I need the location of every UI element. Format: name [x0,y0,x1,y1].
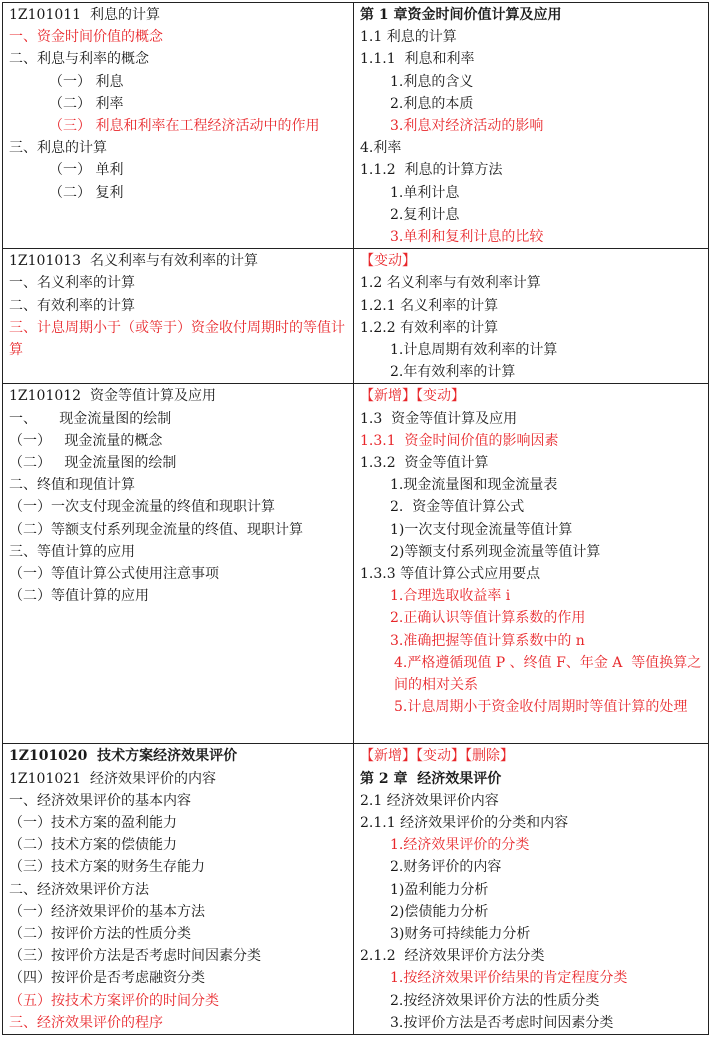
outline-line: 【变动】 [360,253,416,270]
old-outline-cell [3,384,354,744]
outline-line: 1.3.1 资金时间价值的影响因素 [360,432,559,449]
outline-line: 1.1.2 利息的计算方法 [360,162,503,179]
outline-line: 第 1 章资金时间价值计算及应用 [360,7,562,23]
outline-line: 1Z101021 经济效果评价的内容 [9,770,216,787]
outline-line: （一） 单利 [49,162,124,179]
outline-line: 第 2 章 经济效果评价 [360,770,502,787]
outline-line: 1.计息周期有效利率的计算 [390,342,558,359]
outline-line: 1.3.2 资金等值计算 [360,455,489,472]
outline-line: 1.2.2 有效利率的计算 [360,319,499,336]
outline-line: 3.利息对经济活动的影响 [390,118,544,135]
outline-line: （一）经济效果评价的基本方法 [9,903,205,920]
comparison-table [2,2,709,1035]
outline-line: 1.2 名义利率与有效利率计算 [360,275,541,292]
outline-line: 2.利息的本质 [390,95,474,112]
outline-line: （四）按评价是否考虑融资分类 [9,970,205,987]
outline-line: （二）按评价方法的性质分类 [9,926,191,943]
outline-line: （二）技术方案的偿债能力 [9,837,177,854]
outline-line: 三、等值计算的应用 [9,543,135,560]
outline-line: 3.准确把握等值计算系数中的 n [390,632,585,649]
outline-line: （一）技术方案的盈利能力 [9,815,177,832]
outline-line: 2.财务评价的内容 [390,859,502,876]
outline-line: 1.现金流量图和现金流量表 [390,477,558,494]
outline-line: 二、经济效果评价方法 [9,881,149,898]
outline-line: 1.合理选取收益率 i [390,588,511,605]
outline-line: （三）技术方案的财务生存能力 [9,859,205,876]
outline-line: 1Z101020 技术方案经济效果评价 [9,748,238,765]
new-outline-cell [354,3,709,249]
outline-line: 2.1.2 经济效果评价方法分类 [360,948,545,965]
outline-line: 1)盈利能力分析 [390,881,489,898]
outline-line: 1Z101011 利息的计算 [9,7,160,23]
old-outline-cell [3,3,354,249]
outline-line: 2.按经济效果评价方法的性质分类 [390,992,600,1009]
outline-line: 2.1 经济效果评价内容 [360,792,499,809]
old-outline-cell [3,249,354,384]
outline-line: 1)一次支付现金流量等值计算 [390,521,573,538]
outline-line: 1.经济效果评价的分类 [390,837,530,854]
outline-line: （二） 利率 [49,95,124,112]
new-outline-cell [354,744,709,1035]
outline-line: 1.按经济效果评价结果的肯定程度分类 [390,970,628,987]
outline-line: （五）按技术方案评价的时间分类 [9,992,219,1009]
outline-line: （一）等值计算公式使用注意事项 [9,566,219,583]
outline-line: （二）等值计算的应用 [9,588,149,605]
outline-line: （一） 利息 [49,73,124,90]
table-row [3,744,709,1035]
outline-line: 1.3 资金等值计算及应用 [360,410,518,427]
new-outline-cell [354,384,709,744]
new-outline-cell [354,249,709,384]
outline-line: 2)偿债能力分析 [390,903,489,920]
outline-line: 一、名义利率的计算 [9,275,135,292]
outline-line: 1Z101013 名义利率与有效利率的计算 [9,253,258,270]
outline-line: 1.3.3 等值计算公式应用要点 [360,566,541,583]
outline-line: 一、经济效果评价的基本内容 [9,792,191,809]
outline-line: 1Z101012 资金等值计算及应用 [9,388,216,405]
table-row [3,249,709,384]
outline-line: 1.1 利息的计算 [360,29,457,46]
table-row [3,3,709,249]
old-outline-cell [3,744,354,1035]
outline-line: 【新增】【变动】 [360,388,465,405]
outline-line: （一）一次支付现金流量的终值和现职计算 [9,499,275,516]
outline-line: 1.1.1 利息和利率 [360,51,475,68]
outline-line: 2.复利计息 [390,206,460,223]
outline-line: 4.利率 [360,140,402,157]
outline-line: 5.计息周期小于资金收付周期时等值计算的处理 [394,699,688,716]
outline-line: （一） 现金流量的概念 [9,432,163,449]
outline-line: 三、利息的计算 [9,140,107,157]
outline-line: 1.2.1 名义利率的计算 [360,297,499,314]
outline-line: 2.年有效利率的计算 [390,364,516,381]
outline-line: 4.严格遵循现值 P 、终值 F、年金 A 等值换算之间的相对关系 [394,654,702,694]
outline-line: 2.正确认识等值计算系数的作用 [390,610,586,627]
outline-line: 3.按评价方法是否考虑时间因素分类 [390,1014,614,1031]
outline-line: 一、 现金流量图的绘制 [9,410,172,427]
outline-line: 1.利息的含义 [390,73,474,90]
outline-line: 2)等额支付系列现金流量等值计算 [390,543,601,560]
outline-line: 三、经济效果评价的程序 [9,1014,163,1031]
outline-line: 三、计息周期小于（或等于）资金收付周期时的等值计算 [9,319,345,359]
comparison-table-body [3,3,709,1035]
outline-line: 二、利息与利率的概念 [9,51,149,68]
outline-line: （二） 现金流量图的绘制 [9,455,177,472]
outline-line: （二） 复利 [49,184,124,201]
outline-line: 二、有效利率的计算 [9,297,135,314]
outline-line: 3)财务可持续能力分析 [390,926,531,943]
outline-line: 3.单利和复利计息的比较 [390,229,544,246]
outline-line: 2.1.1 经济效果评价的分类和内容 [360,815,569,832]
outline-line: 2. 资金等值计算公式 [390,499,525,516]
outline-line: 1.单利计息 [390,184,460,201]
outline-line: 【新增】【变动】【删除】 [360,748,514,765]
table-row [3,384,709,744]
outline-line: （三）按评价方法是否考虑时间因素分类 [9,948,261,965]
outline-line: （三） 利息和利率在工程经济活动中的作用 [49,118,320,135]
outline-line: 一、资金时间价值的概念 [9,29,163,46]
outline-line: 二、终值和现值计算 [9,477,135,494]
outline-line: （二）等额支付系列现金流量的终值、现职计算 [9,521,303,538]
